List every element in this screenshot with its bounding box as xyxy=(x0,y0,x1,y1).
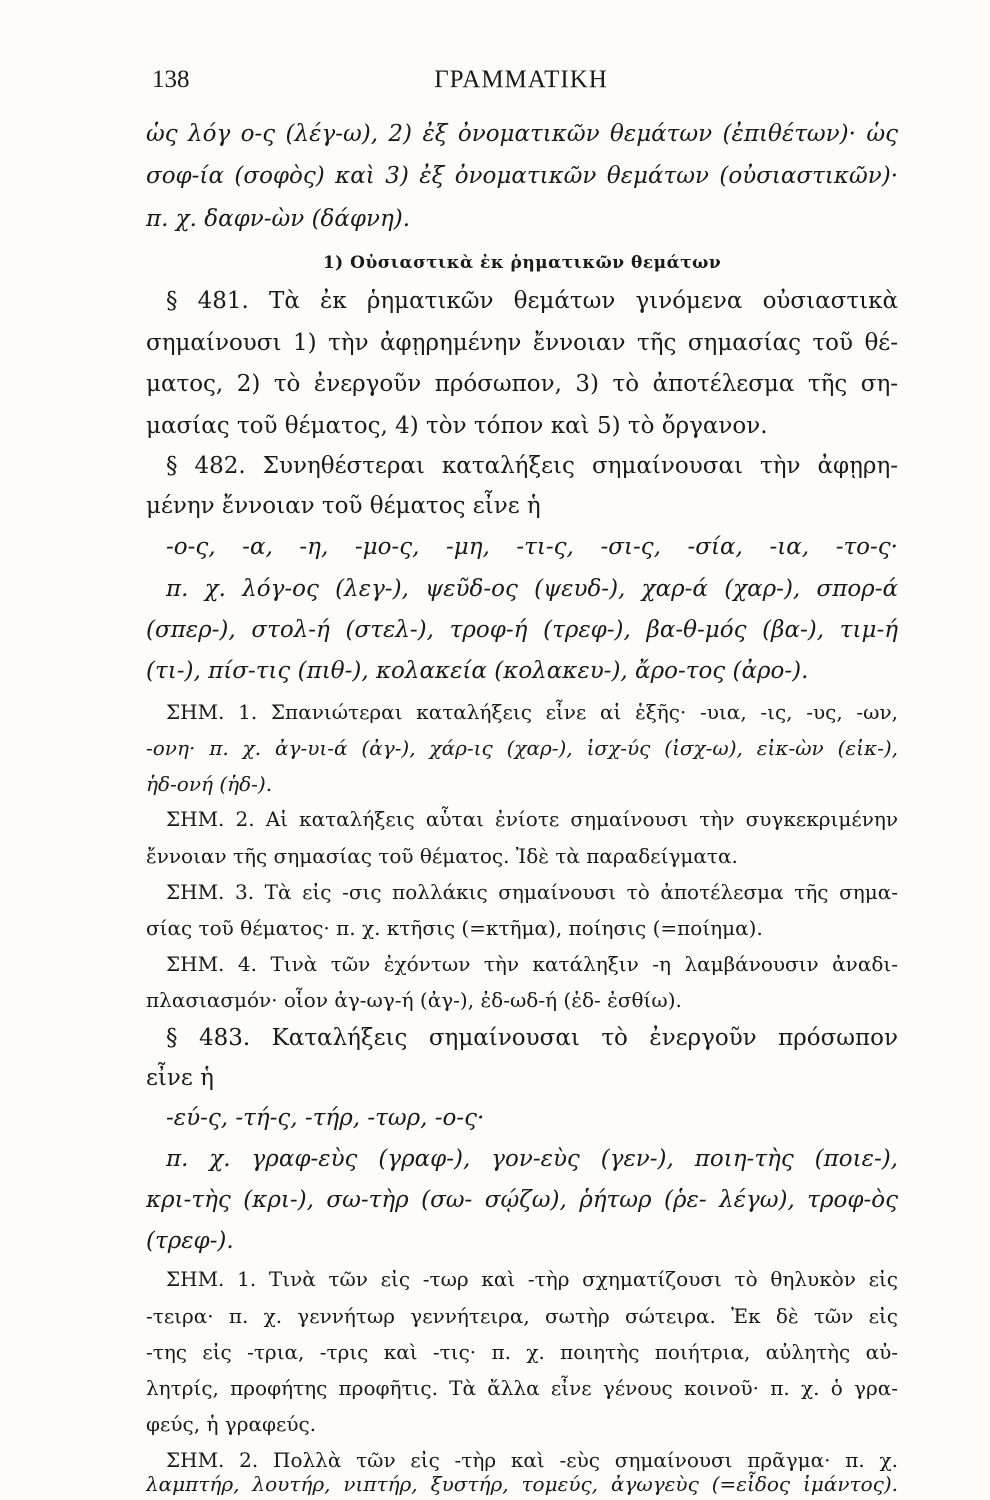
page-number: 138 xyxy=(152,66,190,93)
note-line: ΣΗΜ. 4. Τινὰ τῶν ἐχόντων τὴν κατάληξιν -η λαμβάνουσιν ἀναδι- xyxy=(166,952,898,976)
note-line: ΣΗΜ. 1. Τινὰ τῶν εἰς -τωρ καὶ -τὴρ σχηματίζουσι τὸ θηλυκὸν εἰς xyxy=(166,1267,898,1291)
note-line: ΣΗΜ. 2. Αἱ καταλήξεις αὗται ἐνίοτε σημαίνουσι τὴν συγκεκριμένην xyxy=(166,807,898,831)
text-line: μένην ἔννοιαν τοῦ θέματος εἶνε ἡ xyxy=(146,493,541,519)
text-line: ματος, 2) τὸ ἐνεργοῦν πρόσωπον, 3) τὸ ἀποτέλεσμα τῆς ση- xyxy=(146,371,898,397)
text-line: π. χ. γραφ-εὺς (γραφ-), γον-εὺς (γεν-), ποιη-τὴς (ποιε-), xyxy=(166,1146,898,1172)
text-line: (τρεφ-). xyxy=(146,1228,234,1254)
note-line: λαμπτήρ, λουτήρ, νιπτήρ, ξυστήρ, τομεύς, ἀγωγεὺς (=εἶδος ἱμάντος). xyxy=(146,1472,898,1496)
note-line: -ονη· π. χ. ἀγ-υι-ά (ἀγ-), χάρ-ις (χαρ-), ἰσχ-ύς (ἰσχ-ω), εἰκ-ὼν (εἰκ-), xyxy=(146,736,898,760)
text-line: σημαίνουσι 1) τὴν ἀφῃρημένην ἔννοιαν τῆς σημασίας τοῦ θέ- xyxy=(146,330,898,356)
text-line: σοφ-ία (σοφὸς) καὶ 3) ἐξ ὀνοματικῶν θεμάτων (οὐσιαστικῶν)· xyxy=(146,163,898,189)
text-line: -ο-ς, -α, -η, -μο-ς, -μη, -τι-ς, -σι-ς, -σία, -ια, -το-ς· xyxy=(166,534,898,560)
text-line: κρι-τὴς (κρι-), σω-τὴρ (σω- σῴζω), ῥήτωρ (ῥε- λέγω), τροφ-ὸς xyxy=(146,1187,898,1213)
note-line: ἡδ-ονή (ἡδ-). xyxy=(146,772,273,796)
text-line: π. χ. λόγ-ος (λεγ-), ψεῦδ-ος (ψευδ-), χαρ-ά (χαρ-), σπορ-ά xyxy=(166,576,898,602)
note-line: σίας τοῦ θέματος· π. χ. κτῆσις (=κτῆμα), ποίησις (=ποίημα). xyxy=(146,916,763,940)
note-line: λητρίς, προφήτης προφῆτις. Τὰ ἄλλα εἶνε γένους κοινοῦ· π. χ. ὁ γρα- xyxy=(146,1376,898,1400)
text-line: π. χ. δαφν-ὼν (δάφνη). xyxy=(146,206,411,232)
text-line: § 483. Καταλήξεις σημαίνουσαι τὸ ἐνεργοῦν πρόσωπον xyxy=(166,1025,898,1051)
text-line: -εύ-ς, -τή-ς, -τήρ, -τωρ, -ο-ς· xyxy=(166,1105,485,1131)
text-line: § 481. Τὰ ἐκ ῥηματικῶν θεμάτων γινόμενα οὐσιαστικὰ xyxy=(166,288,898,314)
text-line: (τι-), πίσ-τις (πιθ-), κολακεία (κολακευ-), ἄρο-τος (ἀρο-). xyxy=(146,658,809,684)
note-line: ἔννοιαν τῆς σημασίας τοῦ θέματος. Ἰδὲ τὰ παραδείγματα. xyxy=(146,844,738,868)
note-line: φεύς, ἡ γραφεύς. xyxy=(146,1412,317,1436)
page-header xyxy=(152,58,890,98)
note-line: ΣΗΜ. 3. Τὰ εἰς -σις πολλάκις σημαίνουσι τὸ ἀποτέλεσμα τῆς σημα- xyxy=(166,880,898,904)
note-line: -της εἰς -τρια, -τρις καὶ -τις· π. χ. ποιητὴς ποιήτρια, αὐλητὴς αὐ- xyxy=(146,1340,898,1364)
note-line: -τειρα· π. χ. γεννήτωρ γεννήτειρα, σωτὴρ σώτειρα. Ἐκ δὲ τῶν εἰς xyxy=(146,1304,898,1328)
text-line: ὡς λόγ ο-ς (λέγ-ω), 2) ἐξ ὀνοματικῶν θεμάτων (ἐπιθέτων)· ὡς xyxy=(146,121,898,147)
note-line: ΣΗΜ. 1. Σπανιώτεραι καταλήξεις εἶνε αἱ ἑξῆς· -υια, -ις, -υς, -ων, xyxy=(166,700,898,724)
note-line: πλασιασμόν· οἷον ἀγ-ωγ-ή (ἀγ-), ἐδ-ωδ-ή (ἐδ- ἐσθίω). xyxy=(146,988,682,1012)
running-head: ΓΡΑΜΜΑΤΙΚΗ xyxy=(434,66,608,93)
text-line: (σπερ-), στολ-ή (στελ-), τροφ-ή (τρεφ-), βα-θ-μός (βα-), τιμ-ή xyxy=(146,617,898,643)
section-heading: 1) Οὐσιαστικὰ ἐκ ῥηματικῶν θεμάτων xyxy=(322,253,722,273)
text-line: μασίας τοῦ θέματος, 4) τὸν τόπον καὶ 5) τὸ ὄργανον. xyxy=(146,413,768,439)
note-line: ΣΗΜ. 2. Πολλὰ τῶν εἰς -τὴρ καὶ -εὺς σημαίνουσι πρᾶγμα· π. χ. xyxy=(166,1448,898,1472)
text-line: § 482. Συνηθέστεραι καταλήξεις σημαίνουσαι τὴν ἀφῃρη- xyxy=(166,453,898,479)
text-line: εἶνε ἡ xyxy=(146,1065,214,1091)
